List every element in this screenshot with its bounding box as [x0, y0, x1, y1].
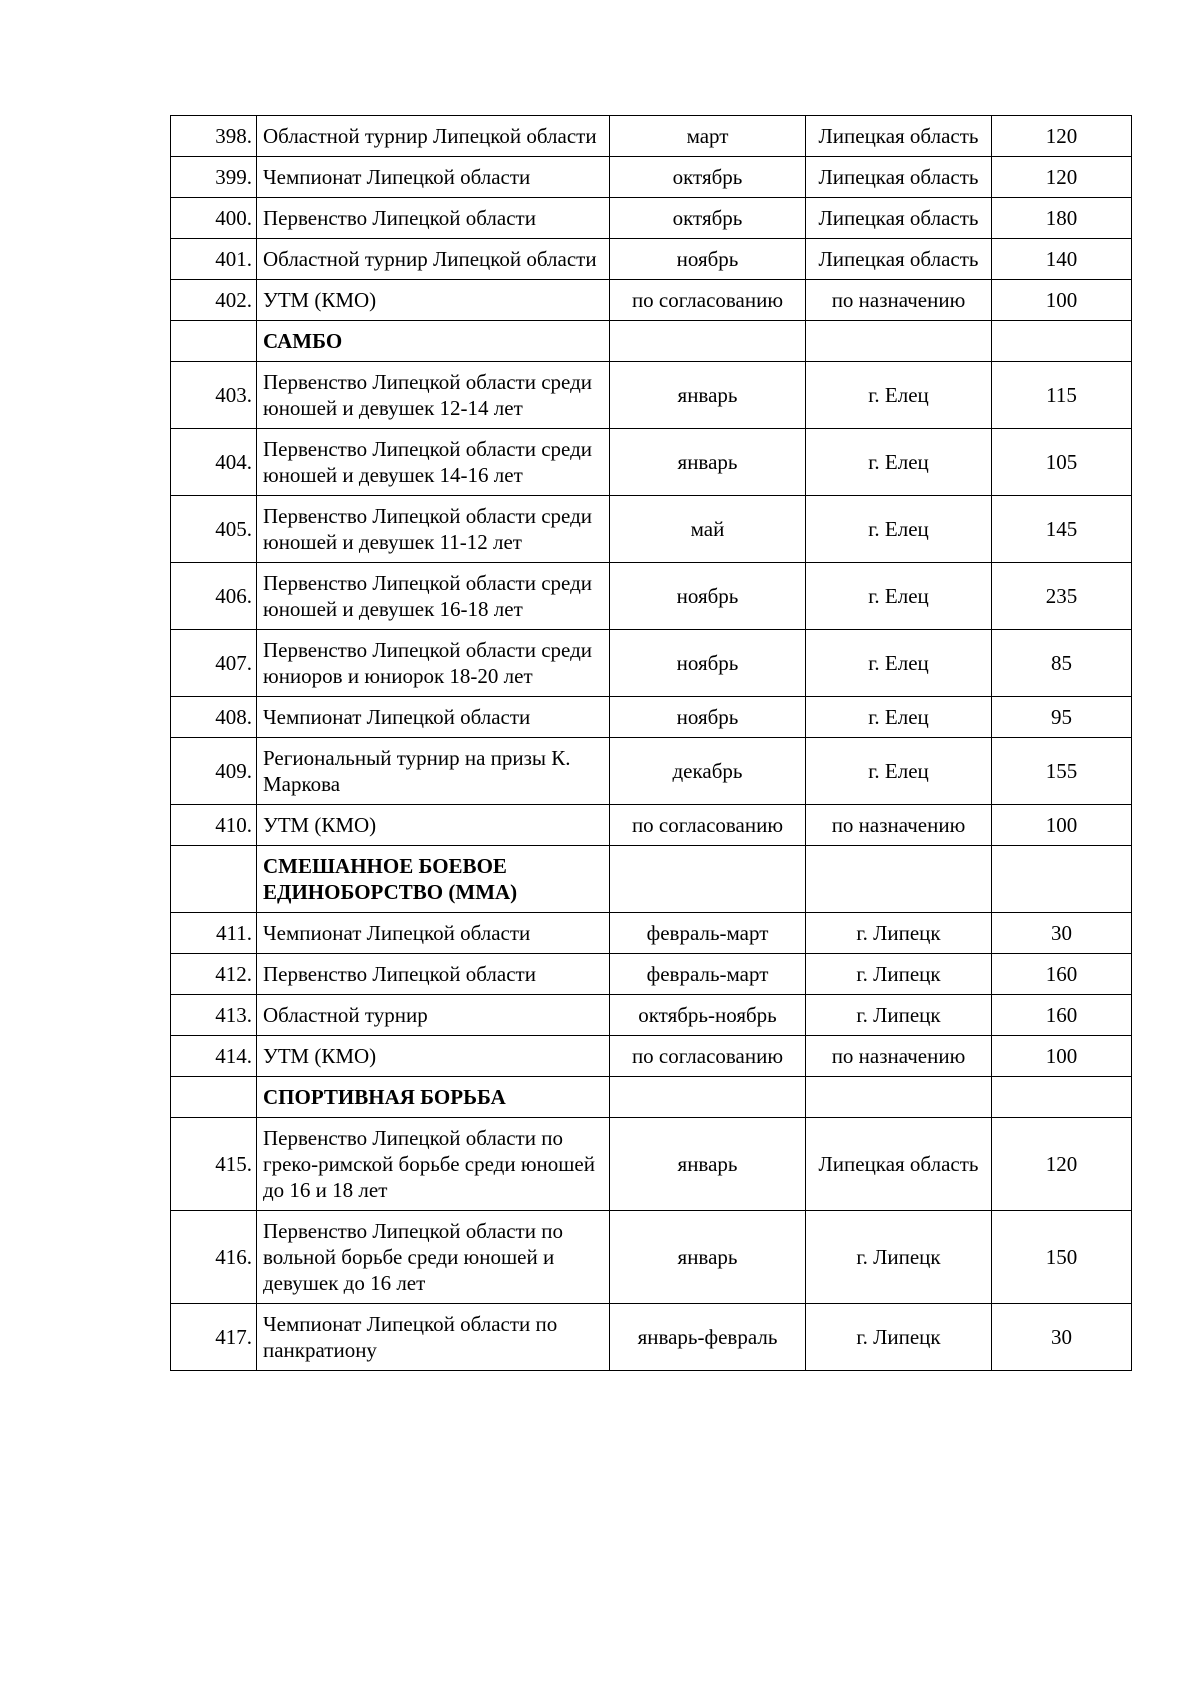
- event-place-cell: г. Елец: [806, 738, 992, 805]
- participants-count-cell: 100: [992, 805, 1132, 846]
- row-number-cell: 415.: [171, 1118, 257, 1211]
- participants-count-cell: 105: [992, 429, 1132, 496]
- event-place-cell: г. Липецк: [806, 1211, 992, 1304]
- event-date-cell: февраль-март: [610, 954, 806, 995]
- participants-count-cell: 145: [992, 496, 1132, 563]
- row-number-cell: 417.: [171, 1304, 257, 1371]
- row-number-cell: 411.: [171, 913, 257, 954]
- participants-count-cell: 155: [992, 738, 1132, 805]
- table-row: [171, 280, 1132, 321]
- event-date-cell: по согласованию: [610, 1036, 806, 1077]
- event-date-cell: октябрь-ноябрь: [610, 995, 806, 1036]
- row-number-cell: 401.: [171, 239, 257, 280]
- empty-cell: [806, 846, 992, 913]
- participants-count-cell: 160: [992, 954, 1132, 995]
- event-date-cell: ноябрь: [610, 630, 806, 697]
- table-row: [171, 913, 1132, 954]
- event-name-cell: Первенство Липецкой области: [257, 198, 610, 239]
- event-date-cell: январь: [610, 1211, 806, 1304]
- event-date-cell: октябрь: [610, 157, 806, 198]
- event-place-cell: Липецкая область: [806, 116, 992, 157]
- row-number-cell: 400.: [171, 198, 257, 239]
- event-date-cell: май: [610, 496, 806, 563]
- event-date-cell: октябрь: [610, 198, 806, 239]
- row-number-cell: 408.: [171, 697, 257, 738]
- participants-count-cell: 30: [992, 1304, 1132, 1371]
- empty-cell: [992, 1077, 1132, 1118]
- table-row: [171, 157, 1132, 198]
- row-number-cell: 416.: [171, 1211, 257, 1304]
- event-name-cell: Чемпионат Липецкой области по панкратиону: [257, 1304, 610, 1371]
- event-name-cell: Чемпионат Липецкой области: [257, 913, 610, 954]
- event-date-cell: декабрь: [610, 738, 806, 805]
- event-name-cell: Чемпионат Липецкой области: [257, 697, 610, 738]
- empty-cell: [806, 321, 992, 362]
- event-place-cell: Липецкая область: [806, 157, 992, 198]
- table-row: [171, 630, 1132, 697]
- event-name-cell: Областной турнир Липецкой области: [257, 116, 610, 157]
- event-date-cell: январь: [610, 362, 806, 429]
- table-row: [171, 805, 1132, 846]
- events-table: [170, 115, 1132, 1371]
- event-name-cell: Первенство Липецкой области среди юношей и девушек 14-16 лет: [257, 429, 610, 496]
- table-row: [171, 1118, 1132, 1211]
- row-number-cell: 405.: [171, 496, 257, 563]
- table-row: [171, 116, 1132, 157]
- event-place-cell: по назначению: [806, 805, 992, 846]
- event-date-cell: январь-февраль: [610, 1304, 806, 1371]
- row-number-cell: 413.: [171, 995, 257, 1036]
- participants-count-cell: 85: [992, 630, 1132, 697]
- section-header-row: [171, 321, 1132, 362]
- event-date-cell: ноябрь: [610, 697, 806, 738]
- row-number-cell: 412.: [171, 954, 257, 995]
- event-place-cell: Липецкая область: [806, 198, 992, 239]
- row-number-cell: 407.: [171, 630, 257, 697]
- table-row: [171, 198, 1132, 239]
- row-number-cell: 410.: [171, 805, 257, 846]
- event-name-cell: Региональный турнир на призы К. Маркова: [257, 738, 610, 805]
- event-place-cell: г. Елец: [806, 362, 992, 429]
- table-row: [171, 1036, 1132, 1077]
- event-date-cell: по согласованию: [610, 805, 806, 846]
- empty-cell: [610, 1077, 806, 1118]
- event-date-cell: по согласованию: [610, 280, 806, 321]
- section-header-row: [171, 846, 1132, 913]
- event-date-cell: февраль-март: [610, 913, 806, 954]
- empty-cell: [610, 846, 806, 913]
- table-row: [171, 995, 1132, 1036]
- event-place-cell: Липецкая область: [806, 239, 992, 280]
- event-name-cell: Чемпионат Липецкой области: [257, 157, 610, 198]
- event-date-cell: март: [610, 116, 806, 157]
- participants-count-cell: 140: [992, 239, 1132, 280]
- row-number-cell: 399.: [171, 157, 257, 198]
- participants-count-cell: 160: [992, 995, 1132, 1036]
- event-name-cell: УТМ (КМО): [257, 805, 610, 846]
- empty-cell: [171, 1077, 257, 1118]
- event-name-cell: Первенство Липецкой области по вольной борьбе среди юношей и девушек до 16 лет: [257, 1211, 610, 1304]
- event-place-cell: г. Елец: [806, 496, 992, 563]
- empty-cell: [806, 1077, 992, 1118]
- row-number-cell: 403.: [171, 362, 257, 429]
- event-name-cell: Первенство Липецкой области среди юношей и девушек 11-12 лет: [257, 496, 610, 563]
- empty-cell: [171, 846, 257, 913]
- table-row: [171, 362, 1132, 429]
- events-table-body: [171, 116, 1132, 1371]
- participants-count-cell: 120: [992, 116, 1132, 157]
- table-row: [171, 954, 1132, 995]
- row-number-cell: 404.: [171, 429, 257, 496]
- event-name-cell: Областной турнир Липецкой области: [257, 239, 610, 280]
- table-row: [171, 429, 1132, 496]
- table-row: [171, 563, 1132, 630]
- event-name-cell: Первенство Липецкой области: [257, 954, 610, 995]
- participants-count-cell: 95: [992, 697, 1132, 738]
- event-place-cell: г. Елец: [806, 630, 992, 697]
- participants-count-cell: 180: [992, 198, 1132, 239]
- row-number-cell: 402.: [171, 280, 257, 321]
- event-place-cell: по назначению: [806, 1036, 992, 1077]
- event-date-cell: январь: [610, 429, 806, 496]
- table-row: [171, 1304, 1132, 1371]
- participants-count-cell: 150: [992, 1211, 1132, 1304]
- empty-cell: [992, 846, 1132, 913]
- event-place-cell: Липецкая область: [806, 1118, 992, 1211]
- empty-cell: [992, 321, 1132, 362]
- event-place-cell: г. Липецк: [806, 1304, 992, 1371]
- section-title: СПОРТИВНАЯ БОРЬБА: [257, 1077, 610, 1118]
- event-name-cell: Первенство Липецкой области среди юношей и девушек 12-14 лет: [257, 362, 610, 429]
- row-number-cell: 414.: [171, 1036, 257, 1077]
- event-date-cell: ноябрь: [610, 563, 806, 630]
- event-date-cell: январь: [610, 1118, 806, 1211]
- table-row: [171, 496, 1132, 563]
- table-row: [171, 697, 1132, 738]
- event-place-cell: г. Елец: [806, 563, 992, 630]
- participants-count-cell: 235: [992, 563, 1132, 630]
- participants-count-cell: 30: [992, 913, 1132, 954]
- section-header-row: [171, 1077, 1132, 1118]
- section-title: СМЕШАННОЕ БОЕВОЕ ЕДИНОБОРСТВО (ММА): [257, 846, 610, 913]
- event-name-cell: УТМ (КМО): [257, 1036, 610, 1077]
- row-number-cell: 398.: [171, 116, 257, 157]
- table-row: [171, 1211, 1132, 1304]
- event-place-cell: г. Елец: [806, 697, 992, 738]
- section-title: САМБО: [257, 321, 610, 362]
- participants-count-cell: 120: [992, 1118, 1132, 1211]
- event-name-cell: Первенство Липецкой области среди юношей и девушек 16-18 лет: [257, 563, 610, 630]
- participants-count-cell: 120: [992, 157, 1132, 198]
- participants-count-cell: 100: [992, 1036, 1132, 1077]
- event-place-cell: по назначению: [806, 280, 992, 321]
- event-name-cell: Областной турнир: [257, 995, 610, 1036]
- participants-count-cell: 115: [992, 362, 1132, 429]
- participants-count-cell: 100: [992, 280, 1132, 321]
- event-place-cell: г. Липецк: [806, 954, 992, 995]
- row-number-cell: 406.: [171, 563, 257, 630]
- empty-cell: [171, 321, 257, 362]
- event-place-cell: г. Липецк: [806, 995, 992, 1036]
- row-number-cell: 409.: [171, 738, 257, 805]
- event-name-cell: Первенство Липецкой области по греко-римской борьбе среди юношей до 16 и 18 лет: [257, 1118, 610, 1211]
- empty-cell: [610, 321, 806, 362]
- event-place-cell: г. Елец: [806, 429, 992, 496]
- event-name-cell: Первенство Липецкой области среди юниоров и юниорок 18-20 лет: [257, 630, 610, 697]
- table-row: [171, 239, 1132, 280]
- event-place-cell: г. Липецк: [806, 913, 992, 954]
- table-row: [171, 738, 1132, 805]
- event-name-cell: УТМ (КМО): [257, 280, 610, 321]
- event-date-cell: ноябрь: [610, 239, 806, 280]
